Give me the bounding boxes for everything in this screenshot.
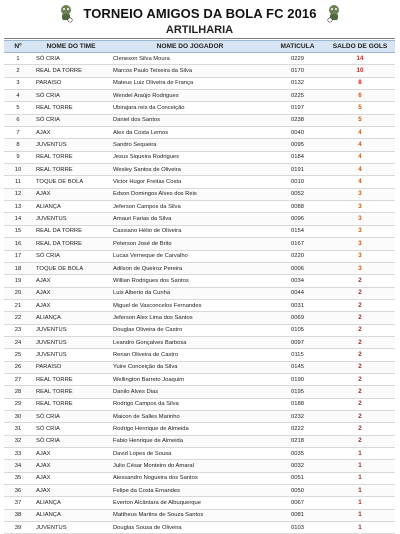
row-number: 32 (4, 435, 32, 447)
registration-number: 0031 (270, 299, 325, 311)
table-row (4, 423, 395, 435)
goal-count: 1 (325, 497, 395, 509)
player-name: Wellington Barreto Joaquim (110, 373, 270, 385)
team-name: SÓ CRIA (32, 114, 110, 126)
mascot-icon (56, 3, 76, 23)
table-row (4, 262, 395, 274)
row-number: 16 (4, 238, 32, 250)
goal-count: 2 (325, 386, 395, 398)
registration-number: 0232 (270, 410, 325, 422)
column-header-player: NOME DO JOGADOR (110, 41, 270, 53)
row-number: 27 (4, 373, 32, 385)
team-name: AJAX (32, 299, 110, 311)
row-number: 17 (4, 250, 32, 262)
team-name: PARAISO (32, 361, 110, 373)
column-header-goals: SALDO DE GOLS (325, 41, 395, 53)
goal-count: 2 (325, 299, 395, 311)
scorers-table (4, 40, 395, 534)
registration-number: 0188 (270, 398, 325, 410)
registration-number: 0040 (270, 127, 325, 139)
player-name: Rodrigo Campos da Silva (110, 398, 270, 410)
team-name: REAL TORRE (32, 102, 110, 114)
registration-number: 0220 (270, 250, 325, 262)
row-number: 5 (4, 102, 32, 114)
registration-number: 0067 (270, 497, 325, 509)
row-number: 21 (4, 299, 32, 311)
registration-number: 0097 (270, 336, 325, 348)
team-name: JUVENTUS (32, 336, 110, 348)
registration-number: 0132 (270, 77, 325, 89)
table-row (4, 238, 395, 250)
goal-count: 3 (325, 225, 395, 237)
row-number: 19 (4, 275, 32, 287)
registration-number: 0044 (270, 287, 325, 299)
registration-number: 0096 (270, 213, 325, 225)
goal-count: 4 (325, 164, 395, 176)
goal-count: 2 (325, 275, 395, 287)
table-body (4, 53, 395, 534)
table-row (4, 460, 395, 472)
team-name: SÓ CRIA (32, 250, 110, 262)
player-name: Adilson de Queiroz Pereira (110, 262, 270, 274)
table-row (4, 250, 395, 262)
table-row (4, 188, 395, 200)
row-number: 38 (4, 509, 32, 521)
column-header-number: Nº (4, 41, 32, 53)
registration-number: 0103 (270, 522, 325, 534)
player-name: Edson Domingos Alves dos Reis (110, 188, 270, 200)
row-number: 1 (4, 53, 32, 65)
goal-count: 6 (325, 90, 395, 102)
row-number: 3 (4, 77, 32, 89)
table-row (4, 349, 395, 361)
player-name: Douglas Oliveira de Castro (110, 324, 270, 336)
team-name: AJAX (32, 275, 110, 287)
row-number: 31 (4, 423, 32, 435)
player-name: Cleneson Silva Moura (110, 53, 270, 65)
team-name: REAL TORRE (32, 386, 110, 398)
player-name: Cassiano Hélio de Oliveira (110, 225, 270, 237)
table-row (4, 299, 395, 311)
goal-count: 2 (325, 361, 395, 373)
player-name: Willian Rodrigues dos Santos (110, 275, 270, 287)
goal-count: 2 (325, 435, 395, 447)
row-number: 8 (4, 139, 32, 151)
registration-number: 0195 (270, 386, 325, 398)
team-name: AJAX (32, 472, 110, 484)
row-number: 23 (4, 324, 32, 336)
row-number: 13 (4, 201, 32, 213)
goal-count: 3 (325, 250, 395, 262)
goal-count: 1 (325, 448, 395, 460)
team-name: ALIANÇA (32, 201, 110, 213)
player-name: Renan Oliveira de Castro (110, 349, 270, 361)
registration-number: 0218 (270, 435, 325, 447)
header (0, 0, 400, 26)
row-number: 4 (4, 90, 32, 102)
goal-count: 1 (325, 509, 395, 521)
team-name: REAL DA TORRE (32, 238, 110, 250)
team-name: REAL DA TORRE (32, 65, 110, 77)
player-name: Felipe da Costa Ernandes (110, 485, 270, 497)
player-name: Wendel Araújo Rodrigues (110, 90, 270, 102)
player-name: David Lopes de Sousa (110, 448, 270, 460)
row-number: 26 (4, 361, 32, 373)
registration-number: 0238 (270, 114, 325, 126)
table-row (4, 522, 395, 534)
team-name: JUVENTUS (32, 522, 110, 534)
row-number: 34 (4, 460, 32, 472)
team-name: AJAX (32, 188, 110, 200)
goal-count: 1 (325, 472, 395, 484)
table-row (4, 509, 395, 521)
goal-count: 2 (325, 410, 395, 422)
goal-count: 2 (325, 287, 395, 299)
player-name: Alex da Costa Lemos (110, 127, 270, 139)
registration-number: 0095 (270, 139, 325, 151)
registration-number: 0034 (270, 275, 325, 287)
player-name: Jesus Siqueira Rodrigues (110, 151, 270, 163)
registration-number: 0105 (270, 324, 325, 336)
player-name: Luis Alberto da Cunha (110, 287, 270, 299)
table-row (4, 336, 395, 348)
player-name: Yuire Conceição da Silva (110, 361, 270, 373)
table-row (4, 287, 395, 299)
player-name: Daniel dos Santos (110, 114, 270, 126)
table-row (4, 127, 395, 139)
goal-count: 2 (325, 324, 395, 336)
row-number: 9 (4, 151, 32, 163)
player-name: Leandro Gonçalves Barbosa (110, 336, 270, 348)
table-row (4, 448, 395, 460)
player-name: Peterson José de Brito (110, 238, 270, 250)
registration-number: 0032 (270, 460, 325, 472)
table-row (4, 398, 395, 410)
team-name: AJAX (32, 287, 110, 299)
table-row (4, 65, 395, 77)
registration-number: 0010 (270, 176, 325, 188)
team-name: AJAX (32, 448, 110, 460)
team-name: JUVENTUS (32, 213, 110, 225)
player-name: Rodrigo Henrique de Almeida (110, 423, 270, 435)
table-row (4, 151, 395, 163)
team-name: JUVENTUS (32, 349, 110, 361)
table-row (4, 373, 395, 385)
goal-count: 4 (325, 151, 395, 163)
table-row (4, 435, 395, 447)
table-row (4, 77, 395, 89)
goal-count: 5 (325, 114, 395, 126)
player-name: Jeferson Campos da Silva (110, 201, 270, 213)
team-name: SÓ CRIA (32, 90, 110, 102)
team-name: AJAX (32, 127, 110, 139)
row-number: 20 (4, 287, 32, 299)
team-name: REAL DA TORRE (32, 225, 110, 237)
table-row (4, 139, 395, 151)
registration-number: 0197 (270, 102, 325, 114)
goal-count: 2 (325, 312, 395, 324)
column-header-team: NOME DO TIME (32, 41, 110, 53)
player-name: Fabio Henrique de Almeida (110, 435, 270, 447)
table-row (4, 90, 395, 102)
player-name: Sandro Sequeira (110, 139, 270, 151)
table-row (4, 176, 395, 188)
team-name: REAL TORRE (32, 373, 110, 385)
table-header-row (4, 41, 395, 53)
registration-number: 0190 (270, 373, 325, 385)
goal-count: 10 (325, 65, 395, 77)
player-name: Ubirajara reis da Conceição (110, 102, 270, 114)
row-number: 7 (4, 127, 32, 139)
player-name: Wesley Santos de Oliveira (110, 164, 270, 176)
row-number: 6 (4, 114, 32, 126)
row-number: 25 (4, 349, 32, 361)
registration-number: 0081 (270, 509, 325, 521)
player-name: Everton Alcântara de Albuquerque (110, 497, 270, 509)
row-number: 18 (4, 262, 32, 274)
registration-number: 0167 (270, 238, 325, 250)
team-name: SÓ CRIA (32, 435, 110, 447)
registration-number: 0229 (270, 53, 325, 65)
goal-count: 5 (325, 102, 395, 114)
goal-count: 4 (325, 176, 395, 188)
table-row (4, 102, 395, 114)
team-name: ALIANÇA (32, 312, 110, 324)
registration-number: 0069 (270, 312, 325, 324)
goal-count: 3 (325, 188, 395, 200)
row-number: 2 (4, 65, 32, 77)
goal-count: 2 (325, 423, 395, 435)
table-row (4, 361, 395, 373)
player-name: Lucas Verneque de Carvalho (110, 250, 270, 262)
player-name: Julio César Monteiro do Amaral (110, 460, 270, 472)
player-name: Victor Hugor Freitas Costa (110, 176, 270, 188)
registration-number: 0145 (270, 361, 325, 373)
table-row (4, 386, 395, 398)
team-name: ALIANÇA (32, 497, 110, 509)
player-name: Danilo Alves Dias (110, 386, 270, 398)
team-name: TOQUE DE BOLA (32, 262, 110, 274)
page-title: TORNEIO AMIGOS DA BOLA FC 2016 (83, 5, 317, 21)
team-name: AJAX (32, 485, 110, 497)
player-name: Marcos Paulo Teixeira da Silva (110, 65, 270, 77)
goal-count: 3 (325, 238, 395, 250)
goal-count: 8 (325, 77, 395, 89)
team-name: PARAISO (32, 77, 110, 89)
player-name: Maicon de Salles Marinho (110, 410, 270, 422)
team-name: SÓ CRIA (32, 423, 110, 435)
team-name: SÓ CRIA (32, 53, 110, 65)
registration-number: 0222 (270, 423, 325, 435)
row-number: 37 (4, 497, 32, 509)
registration-number: 0184 (270, 151, 325, 163)
table-row (4, 164, 395, 176)
goal-count: 4 (325, 127, 395, 139)
goal-count: 2 (325, 349, 395, 361)
row-number: 33 (4, 448, 32, 460)
registration-number: 0154 (270, 225, 325, 237)
team-name: JUVENTUS (32, 324, 110, 336)
section-title: ARTILHARIA (4, 24, 395, 39)
player-name: Mateus Luiz Oliveira de França (110, 77, 270, 89)
table-row (4, 114, 395, 126)
row-number: 15 (4, 225, 32, 237)
team-name: REAL TORRE (32, 164, 110, 176)
team-name: SÓ CRIA (32, 410, 110, 422)
table-row (4, 497, 395, 509)
registration-number: 0051 (270, 472, 325, 484)
team-name: REAL TORRE (32, 398, 110, 410)
goal-count: 3 (325, 262, 395, 274)
table-row (4, 201, 395, 213)
goal-count: 1 (325, 460, 395, 472)
goal-count: 14 (325, 53, 395, 65)
team-name: AJAX (32, 460, 110, 472)
registration-number: 0006 (270, 262, 325, 274)
row-number: 14 (4, 213, 32, 225)
table-row (4, 472, 395, 484)
table-row (4, 485, 395, 497)
row-number: 11 (4, 176, 32, 188)
mascot-icon (324, 3, 344, 23)
table-row (4, 410, 395, 422)
registration-number: 0115 (270, 349, 325, 361)
row-number: 10 (4, 164, 32, 176)
player-name: Douglas Sousa de Oliveira (110, 522, 270, 534)
team-name: TOQUE DE BOLA (32, 176, 110, 188)
team-name: ALIANÇA (32, 509, 110, 521)
goal-count: 4 (325, 139, 395, 151)
row-number: 39 (4, 522, 32, 534)
registration-number: 0225 (270, 90, 325, 102)
table-row (4, 312, 395, 324)
team-name: REAL TORRE (32, 151, 110, 163)
goal-count: 2 (325, 398, 395, 410)
table-row (4, 53, 395, 65)
table-row (4, 275, 395, 287)
row-number: 28 (4, 386, 32, 398)
row-number: 24 (4, 336, 32, 348)
goal-count: 2 (325, 336, 395, 348)
table-row (4, 225, 395, 237)
goal-count: 1 (325, 522, 395, 534)
player-name: Jeferson Alex Lima dos Santos (110, 312, 270, 324)
registration-number: 0035 (270, 448, 325, 460)
table-row (4, 213, 395, 225)
row-number: 12 (4, 188, 32, 200)
column-header-registration: MATICULA (270, 41, 325, 53)
player-name: Miguel de Vasconcelos Fernandes (110, 299, 270, 311)
registration-number: 0052 (270, 188, 325, 200)
team-name: JUVENTUS (32, 139, 110, 151)
goal-count: 1 (325, 485, 395, 497)
row-number: 22 (4, 312, 32, 324)
table-row (4, 324, 395, 336)
player-name: Alessandro Nogueira dos Santos (110, 472, 270, 484)
row-number: 29 (4, 398, 32, 410)
registration-number: 0088 (270, 201, 325, 213)
row-number: 36 (4, 485, 32, 497)
registration-number: 0170 (270, 65, 325, 77)
row-number: 35 (4, 472, 32, 484)
goal-count: 2 (325, 373, 395, 385)
goal-count: 3 (325, 201, 395, 213)
goal-count: 3 (325, 213, 395, 225)
registration-number: 0050 (270, 485, 325, 497)
row-number: 30 (4, 410, 32, 422)
player-name: Mattheus Martins de Souza Santos (110, 509, 270, 521)
registration-number: 0191 (270, 164, 325, 176)
player-name: Amauri Farias da Silva (110, 213, 270, 225)
